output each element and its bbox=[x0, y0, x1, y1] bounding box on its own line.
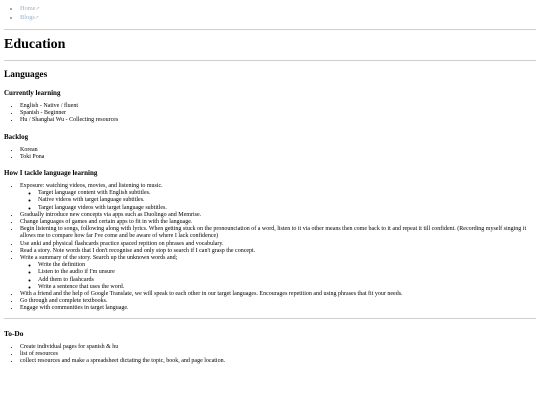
divider bbox=[4, 318, 536, 319]
list-item: ◦ Target language videos with target language subtitles. bbox=[38, 205, 536, 212]
list-item: ◦ Write a sentence that uses the word. bbox=[38, 284, 536, 291]
list-item: • Engage with communities in target language. bbox=[20, 305, 536, 312]
currently-learning-list bbox=[4, 103, 536, 125]
backlog-list bbox=[4, 147, 536, 161]
divider bbox=[4, 29, 536, 30]
list-item: • Toki Pona bbox=[20, 154, 536, 161]
home-link[interactable]: Home↗ bbox=[20, 5, 40, 12]
list-item: • Use anki and physical flashcards practice spaced repition on phrases and vocabulary. bbox=[20, 241, 536, 248]
list-item: • Spanish - Beginner bbox=[20, 110, 536, 117]
tackle-heading: How I tackle language learning bbox=[4, 169, 98, 178]
list-item: ◦ Listen to the audio if I'm unsure bbox=[38, 269, 536, 276]
list-item: • Exposure: watching videos, movies, and listening to music. ◦ Target language content with English subtitles. ◦ Native videos with target language subtitles. ◦ Target language videos with target language subtitles. bbox=[20, 183, 536, 212]
todo-heading: To-Do bbox=[4, 328, 24, 338]
list-item: • With a friend and the help of Google Translate, we will speak to each other in our target languages. Encourages repetition and using phrases that fit your needs. bbox=[20, 291, 536, 298]
list-item: • Create individual pages for spanish & hu bbox=[20, 344, 536, 351]
list-item: • Go through and complete textbooks. bbox=[20, 298, 536, 305]
list-item: • Change languages of games and certain apps to fit in with the language. bbox=[20, 219, 536, 226]
list-item: ◦ Add them to flashcards bbox=[38, 277, 536, 284]
nav-list bbox=[4, 5, 536, 23]
list-item: • Begin listening to songs, following along with lyrics. When getting stuck on the pronounciation of a word, listen to it via other means then come back to it and repeat it till confident. (Recording myself singing it allows me to compare how far I've come and be aware of where I lack confidence) bbox=[20, 226, 536, 240]
external-link-icon: ↗ bbox=[34, 16, 40, 21]
backlog-heading: Backlog bbox=[4, 132, 29, 141]
exposure-sublist bbox=[20, 190, 536, 212]
list-item: • Write a summary of the story. Search up the unknown words and; ◦ Write the definition ◦ Listen to the audio if I'm unsure ◦ Add them to flashcards ◦ Write a sentence that uses the word. bbox=[20, 255, 536, 291]
languages-heading: Languages bbox=[4, 70, 48, 80]
list-item: ◦ Write the definition bbox=[38, 262, 536, 269]
page-title: Education bbox=[4, 37, 66, 52]
list-item: ◦ Native videos with target language subtitles. bbox=[38, 197, 536, 204]
external-link-icon: ↗ bbox=[35, 7, 40, 12]
summary-sublist bbox=[20, 262, 536, 291]
list-item: • Read a story. Note words that I don't recognise and only stop to search if I can't grasp the concept. bbox=[20, 248, 536, 255]
todo-list bbox=[4, 344, 536, 366]
list-item: • English - Native / fluent bbox=[20, 103, 536, 110]
list-item: • Gradually introduce new concepts via apps such as Duolingo and Memrise. bbox=[20, 212, 536, 219]
tackle-list bbox=[4, 183, 536, 313]
nav-item-home bbox=[20, 5, 536, 14]
list-item: • Korean bbox=[20, 147, 536, 154]
list-item: • Hu / Shanghai Wu - Collecting resources bbox=[20, 117, 536, 124]
nav-item-blogs bbox=[20, 14, 536, 23]
currently-learning-heading: Currently learning bbox=[4, 89, 61, 97]
divider bbox=[4, 60, 536, 61]
list-item: ◦ Target language content with English subtitles. bbox=[38, 190, 536, 197]
list-item: • list of resources bbox=[20, 351, 536, 358]
list-item: • collect resources and make a spreadsheet dictating the topic, book, and page location. bbox=[20, 358, 536, 365]
blogs-link[interactable]: Blogs↗ bbox=[20, 14, 40, 21]
